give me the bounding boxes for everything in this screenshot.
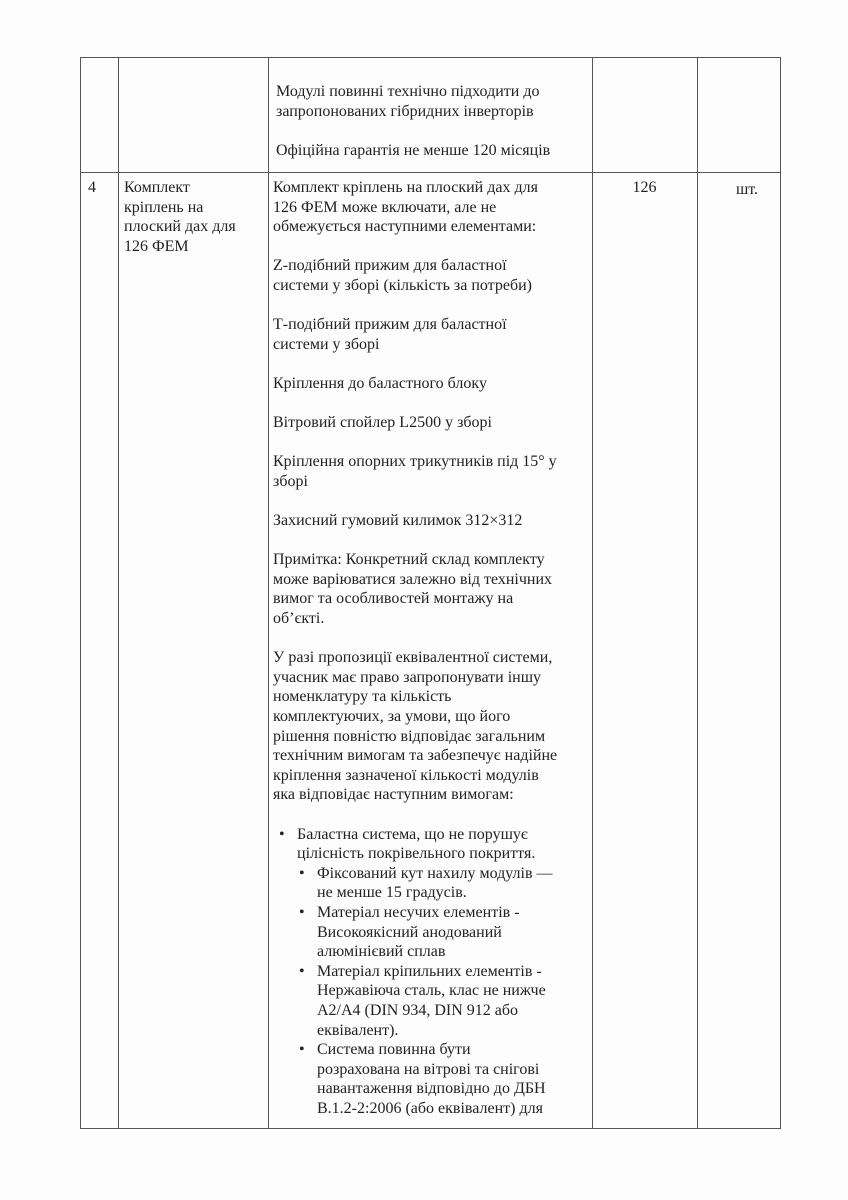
text-line: обмежується наступними елементами: (273, 218, 537, 236)
text-line: не менше 15 градусів. (317, 884, 467, 902)
text-line: рішення повністю відповідає загальним (273, 727, 546, 745)
text-line: алюмінієвий сплав (317, 943, 446, 961)
text-line: Z-подібний прижим для баластної (273, 257, 507, 275)
text-line: Комплект (124, 179, 190, 196)
col-line (592, 57, 593, 1129)
text-line: цілісність покрівельного покриття. (297, 845, 536, 863)
text-line: системи у зборі (кількість за потреби) (273, 276, 532, 294)
paragraph-gap (273, 394, 591, 414)
col-line (780, 57, 781, 1129)
text-line: номенклатуру та кількість (273, 688, 452, 706)
col-line (697, 57, 698, 1129)
text-line: 126 ФЕМ (124, 237, 189, 255)
text-line: системи у зборі (273, 335, 380, 353)
text-line: Високоякісний анодований (317, 923, 502, 941)
text-line: Нержавіюча сталь, клас не нижче (317, 982, 546, 1000)
text-line: плоский дах для (124, 218, 236, 236)
text-line: • Фіксований кут нахилу модулів — (317, 864, 553, 882)
paragraph-gap (273, 531, 591, 551)
col-line (80, 57, 81, 1129)
text-line: • Система повинна бути (317, 1041, 471, 1059)
text-line: A2/A4 (DIN 934, DIN 912 або (317, 1001, 518, 1019)
text-line: Кріплення опорних трикутників під 15° у (273, 453, 557, 471)
text-line: В.1.2-2:2006 (або еквівалент) для (317, 1099, 543, 1117)
text-line: Комплект кріплень на плоский дах для (273, 179, 538, 196)
text-line: може варіюватися залежно від технічних (273, 570, 553, 588)
table-border-bottom (80, 1128, 780, 1129)
paragraph-gap (273, 237, 591, 257)
paragraph-gap (273, 492, 591, 512)
text-line: зборі (273, 472, 308, 490)
bullet-item (273, 825, 591, 864)
table-border-top (80, 57, 780, 58)
text-line: комплектуючих, за умови, що його (273, 708, 511, 726)
row4-name (124, 178, 236, 256)
text-line: еквівалент). (317, 1021, 399, 1039)
prev-row-description (276, 82, 550, 160)
text-line: яка відповідає наступним вимогам: (273, 786, 514, 804)
text-line: вимог та особливостей монтажу на (273, 590, 514, 608)
text-line: навантаження відповідно до ДБН (317, 1080, 546, 1098)
row-divider (80, 172, 780, 173)
paragraph-gap (273, 433, 591, 453)
row4-quantity: 126 (632, 179, 657, 196)
text-line: Примітка: Конкретний склад комплекту (273, 551, 545, 569)
bullet-item (273, 864, 591, 903)
text-line: • Матеріал кріпильних елементів - (317, 962, 542, 980)
paragraph-gap (273, 354, 591, 374)
row4-description (273, 178, 591, 1119)
text-line: Офіційна гарантія не менше 120 місяців (276, 141, 551, 159)
text-line: розрахована на вітрові та снігові (317, 1060, 540, 1078)
text-line: об’єкті. (273, 610, 325, 628)
text-line: технічним вимогам та забезпечує надійне (273, 747, 558, 765)
text-line: • Матеріал несучих елементів - (317, 903, 520, 921)
paragraph-gap (273, 805, 591, 825)
row4-number: 4 (88, 179, 96, 196)
bullet-item (273, 903, 591, 962)
bullet-item (273, 1040, 591, 1118)
text-line: учасник має право запропонувати іншу (273, 668, 542, 686)
paragraph-gap (273, 296, 591, 316)
bullet-item (273, 962, 591, 1040)
paragraph-gap (273, 629, 591, 649)
text-line: Т-подібний прижим для баластної (273, 316, 507, 334)
text-line: Модулі повинні технічно підходити до (276, 83, 540, 100)
col-line (268, 57, 269, 1129)
text-line: Захисний гумовий килимок 312×312 (273, 512, 523, 530)
text-line: Кріплення до баластного блоку (273, 374, 487, 392)
row4-unit: шт. (735, 181, 759, 198)
text-line: кріплення зазначеної кількості модулів (273, 766, 539, 784)
text-line: • Баластна система, що не порушує (297, 825, 528, 843)
col-line (118, 57, 119, 1129)
text-line: У разі пропозиції еквівалентної системи, (273, 649, 553, 667)
text-line: Вітровий спойлер L2500 у зборі (273, 414, 492, 432)
text-line: кріплень на (124, 198, 204, 216)
text-line: 126 ФЕМ може включати, але не (273, 198, 497, 216)
paragraph-gap (276, 121, 550, 141)
text-line: запропонованих гібридних інверторів (276, 102, 534, 120)
